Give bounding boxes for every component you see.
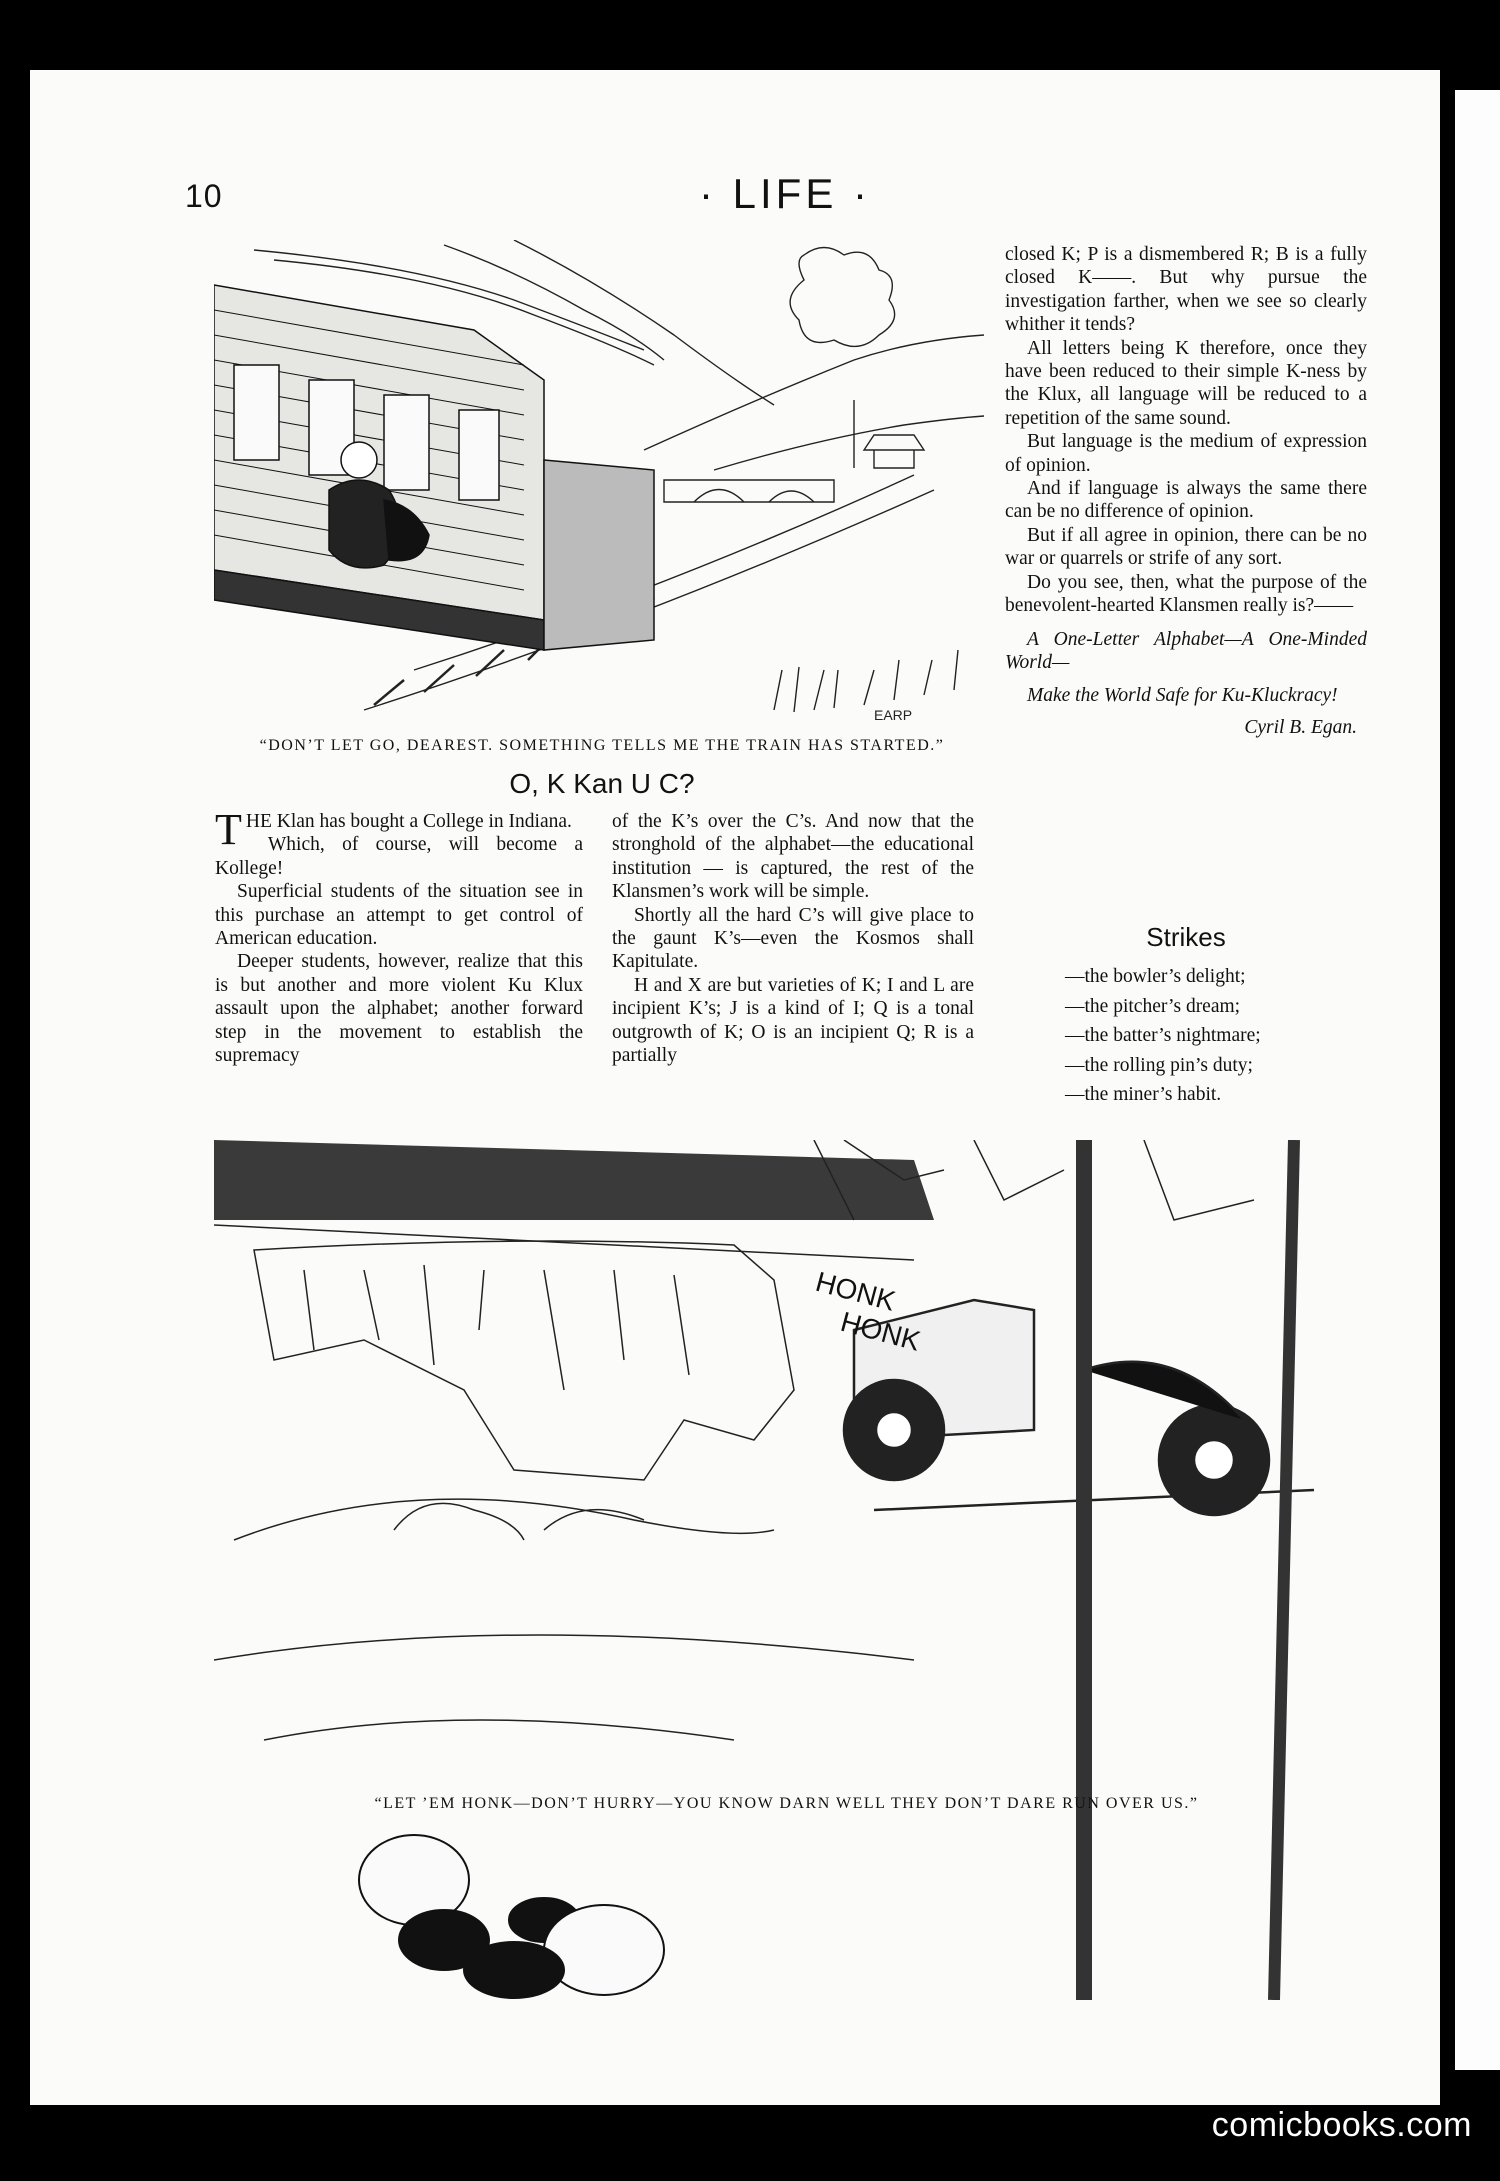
poem-line: —the bowler’s delight;: [1065, 966, 1246, 987]
honk-sound-1: HONK: [812, 1265, 899, 1317]
paragraph: Which, of course, will become a Kollege!: [215, 834, 583, 879]
poem-line: —the pitcher’s dream;: [1065, 995, 1241, 1017]
paragraph: All letters being K therefore, once they have been reduced to their simple K-ness by the Klux, all language will be reduced to a repetition of the same sound.: [1005, 337, 1367, 429]
strikes-title: Strikes: [1146, 922, 1226, 952]
artist-signature-earp: EARP: [874, 707, 913, 723]
train-cartoon-caption: “DON’T LET GO, DEAREST. SOMETHING TELLS ME THE TRAIN HAS STARTED.”: [259, 737, 945, 754]
honk-sound-2: HONK: [837, 1305, 924, 1357]
poem-line: —the batter’s nightmare;: [1065, 1025, 1261, 1046]
paragraph: But if all agree in opinion, there can be no war or quarrels or strife of any sort.: [1005, 524, 1367, 570]
article-column-1: [215, 805, 583, 1067]
skunk-cartoon: [214, 1140, 1359, 2000]
train-cartoon: [214, 240, 990, 735]
article-column-3: [1005, 243, 1367, 739]
paragraph: Superficial students of the situation see in this purchase an attempt to get control of American education.: [215, 881, 583, 950]
article-title: O, K Kan U C?: [509, 768, 695, 799]
masthead: · LIFE ·: [698, 170, 871, 217]
poem-line: —the miner’s habit.: [1065, 1084, 1222, 1105]
paragraph: Do you see, then, what the purpose of the benevolent-hearted Klansmen really is?——: [1005, 571, 1367, 617]
author-signature: Cyril B. Egan.: [1244, 716, 1357, 738]
facing-page-edge: [1455, 90, 1500, 2070]
page-number: 10: [185, 178, 223, 214]
paragraph: Make the World Safe for Ku-Kluckracy!: [1027, 685, 1338, 707]
poem-line: —the rolling pin’s duty;: [1065, 1054, 1253, 1076]
paragraph: THE Klan has bought a College in Indiana.: [215, 805, 572, 854]
strikes-poem: [1065, 962, 1365, 1110]
paragraph: of the K’s over the C’s. And now that the stronghold of the alphabet—the educational institution — is captured, the rest of the Klansmen’s work will be simple.: [612, 811, 974, 903]
paragraph: H and X are but varieties of K; I and L are incipient K’s; J is a kind of I; Q is a tonal outgrowth of K; O is an incipient Q; R is a partially: [612, 974, 974, 1067]
paragraph: But language is the medium of expression of opinion.: [1005, 431, 1367, 476]
paragraph: Shortly all the hard C’s will give place to the gaunt K’s—even the Kosmos shall Kapitulate.: [612, 904, 974, 973]
drop-cap: T: [215, 805, 242, 854]
paragraph: closed K; P is a dismembered R; B is a fully closed K——. But why pursue the investigation farther, when we see so clearly whither it tends?: [1005, 244, 1367, 336]
paragraph: Deeper students, however, realize that this is but another and more violent Ku Klux assault upon the alphabet; another forward step in the movement to establish the supremacy: [215, 951, 583, 1067]
paragraph: A One-Letter Alphabet—A One-Minded World—: [1005, 628, 1367, 673]
paragraph: And if language is always the same there can be no difference of opinion.: [1005, 478, 1367, 523]
watermark: comicbooks.com: [1211, 2106, 1472, 2144]
skunk-cartoon-caption: “LET ’EM HONK—DON’T HURRY—YOU KNOW DARN WELL THEY DON’T DARE RUN OVER US.”: [374, 1795, 1199, 1812]
article-column-2: [612, 810, 974, 1067]
